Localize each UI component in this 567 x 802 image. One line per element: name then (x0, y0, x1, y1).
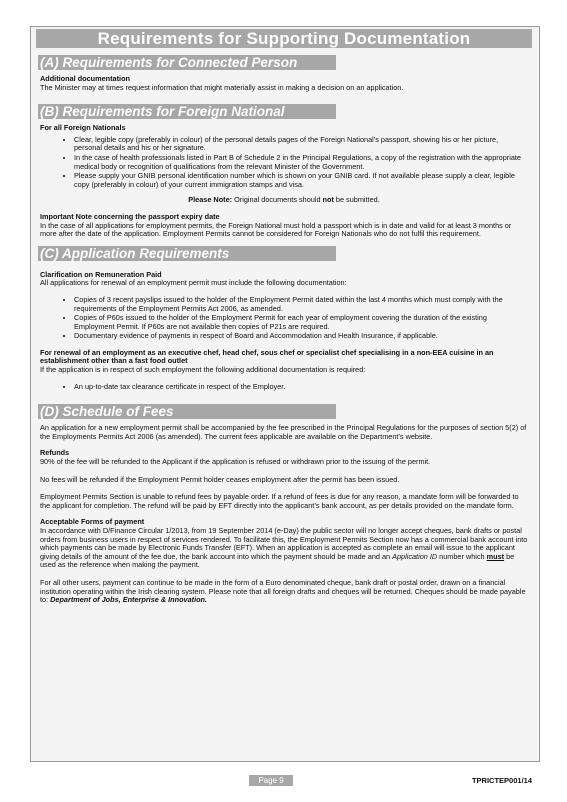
please-note-end: be submitted. (333, 195, 380, 205)
list-item: • Copies of P60s issued to the holder of the Employment Permit for each year of employment covering the duration of the existing Employment Permit. If P60s are not available then copies of P21s are required. (74, 314, 528, 331)
payment-text-1a: In accordance with D/Finance Circular 1/2013, from 19 September 2014 (e-Day) the public sector will no longer accept cheques, bank drafts or postal orders from business users in respect of services rendered. To facilitate this, the Employment Permits Section now has a commercial bank account into which payments can be made by Electronic Funds Transfer (EFT). When an application is accepted as complete an email will issue to the applicant giving details of the amount of the fee due, the bank account into which the payment should be made and an (40, 526, 528, 561)
list-item: • Documentary evidence of payments in respect of Board and Accommodation and Health Insurance, if applicable. (74, 332, 528, 341)
please-note-not: not (322, 195, 334, 205)
list-item: • In the case of health professionals listed in Part B of Schedule 2 in the Principal Regulations, a copy of the registration with the appropriate medical body or recognition of qualifications from the relevant Minister of the Government. (74, 154, 528, 171)
payment-text-1 (40, 527, 528, 570)
list-item: • Clear, legible copy (preferably in colour) of the personal details pages of the Foreign National’s passport, showing his or her picture, personal details and his or her signature. (74, 136, 528, 153)
document-reference: TPRICTEP001/14 (471, 776, 532, 785)
payment-text-2 (40, 579, 528, 605)
please-note-text: Original documents should (232, 195, 323, 205)
chef-list (40, 383, 528, 392)
chef-heading: For renewal of an employment as an executive chef, head chef, sous chef or specialist chef specialising in a non-EEA cuisine in an establishment other than a fast food outlet (40, 347, 494, 366)
page-title: Requirements for Supporting Documentation (36, 29, 532, 48)
section-b-list (40, 136, 528, 190)
chef-text: If the application is in respect of such employment the following additional documentation is required: (40, 365, 366, 375)
list-item: • An up-to-date tax clearance certificate in respect of the Employer. (74, 383, 528, 392)
section-c-intro: All applications for renewal of an employment permit must include the following documentation: (40, 278, 347, 288)
section-a-text: The Minister may at times request information that might materially assist in making a decision on an application. (40, 82, 404, 92)
section-c-list (40, 296, 528, 341)
section-a-heading: (A) Requirements for Connected Person (38, 55, 336, 70)
important-note-text: In the case of all applications for employment permits, the Foreign National must hold a passport which is in date and valid for at least 3 months or more after the date of the application. Employment Permits cannot be considered for Foreign Nationals who do not fulfil this requirement. (40, 220, 512, 239)
list-item: • Copies of 3 recent payslips issued to the holder of the Employment Permit dated within the last 4 months which must comply with the requirements of the Employment Permits Act 2006, as amended. (74, 296, 528, 313)
section-a-subheading: Additional documentation (40, 74, 130, 83)
section-b-heading: (B) Requirements for Foreign National (38, 104, 336, 119)
section-c-heading: (C) Application Requirements (38, 246, 336, 261)
payee-name: Department of Jobs, Enterprise & Innovation. (50, 595, 208, 605)
list-item: • Please supply your GNIB personal identification number which is shown on your GNIB card. If not available please supply a clear, legible copy (preferably in colour) of your current immigration stamps and visa. (74, 172, 528, 189)
document-body (40, 55, 528, 605)
refunds-text-2: No fees will be refunded if the Employment Permit holder ceases employment after the permit has been issued. (40, 474, 400, 484)
application-id-term: Application ID (392, 551, 438, 561)
page-number: Page 9 (249, 775, 293, 786)
payment-text-1b: number which (437, 551, 487, 561)
must-term: must (486, 551, 505, 561)
refunds-text-3: Employment Permits Section is unable to refund fees by payable order. If a refund of fees is due for any reason, a mandate form will be forwarded to the applicant for completion. The refund will be paid by EFT directly into the applicant’s bank account, as per details provided on the mandate form. (40, 492, 519, 510)
payment-text-1c: be used as the reference when making the payment. (40, 551, 515, 570)
refunds-text-1: 90% of the fee will be refunded to the Applicant if the application is refused or withdrawn prior to the issuing of the permit. (40, 457, 431, 467)
section-d-heading: (D) Schedule of Fees (38, 404, 336, 419)
refunds-heading: Refunds (40, 448, 70, 458)
please-note-label: Please Note: (188, 195, 233, 205)
section-d-intro: An application for a new employment permit shall be accompanied by the fee prescribed in the Principal Regulations for the purposes of section 5(2) of the Employments Permits Act 2006 (as amended). The current fees applicable are available on the Department’s website. (40, 423, 527, 441)
section-c-subheading: Clarification on Remuneration Paid (40, 269, 162, 279)
please-note (40, 196, 528, 205)
section-b-subheading: For all Foreign Nationals (40, 123, 126, 133)
important-note-heading: Important Note concerning the passport expiry date (40, 211, 220, 221)
payment-text-2a: For all other users, payment can continue to be made in the form of a Euro denominated cheque, bank draft or postal order, drawn on a financial institution operating within the Irish clearing system. Please note that all foreign drafts and cheques will be returned. Cheques should be made payable to: (40, 577, 526, 605)
payment-heading: Acceptable Forms of payment (40, 517, 145, 527)
